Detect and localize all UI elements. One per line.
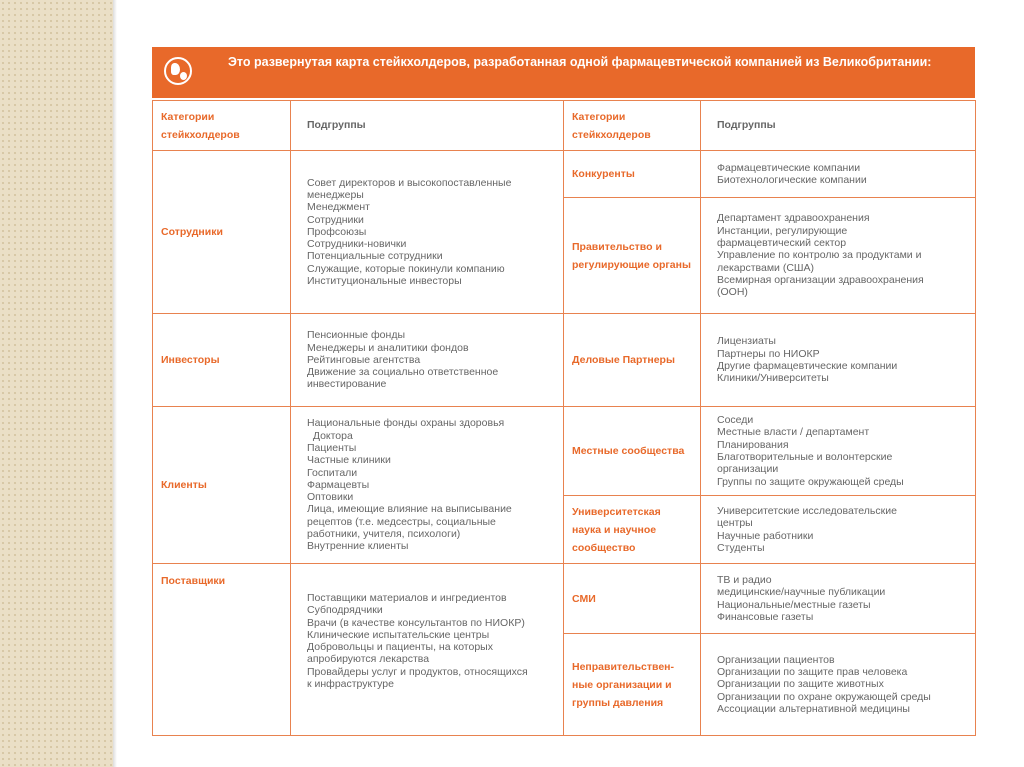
subgroup-item: Частные клиники (307, 454, 391, 467)
subgroup-item: Сотрудники (307, 213, 364, 226)
subgroup-item: медицинские/научные публикации (717, 586, 886, 599)
decorative-side-strip (0, 0, 113, 767)
subgroup-item: Соседи (717, 414, 754, 427)
category-cell (563, 406, 701, 496)
header-subgroups-label: Подгруппы (307, 119, 366, 132)
header-subgroups-left (290, 100, 564, 151)
category-label: Неправительствен-ные организации и группы давления (572, 660, 675, 709)
subgroups-cell (700, 313, 976, 407)
subgroup-list (717, 654, 931, 715)
subgroup-item: Управление по контролю за продуктами и (717, 249, 922, 262)
subgroup-item: Добровольцы и пациенты, на которых (307, 641, 493, 654)
slide-title: Это развернутая карта стейкхолдеров, разработанная одной фармацевтической компанией из Великобритании: (228, 55, 932, 69)
subgroup-item: Менеджеры и аналитики фондов (307, 341, 469, 354)
subgroup-item: Лица, имеющие влияние на выписывание (307, 503, 512, 516)
category-cell (152, 313, 291, 407)
subgroup-list (717, 162, 867, 187)
subgroup-item: Клинические испытательские центры (307, 628, 490, 641)
category-label: Местные сообщества (572, 445, 685, 457)
subgroup-item: Потенциальные сотрудники (307, 250, 443, 263)
globe-icon (164, 57, 192, 85)
subgroup-item: Профсоюзы (307, 225, 367, 238)
subgroup-item: Внутренние клиенты (307, 540, 409, 553)
subgroup-list (717, 335, 897, 384)
title-banner (152, 47, 975, 98)
subgroup-item: (ООН) (717, 286, 748, 299)
subgroup-item: Движение за социально ответственное (307, 366, 499, 379)
subgroups-cell (290, 150, 564, 314)
subgroup-item: Местные власти / департамент (717, 426, 870, 439)
category-cell (152, 150, 291, 314)
subgroup-item: Госпитали (307, 466, 358, 479)
subgroup-item: организации (717, 463, 779, 476)
subgroup-item: фармацевтический сектор (717, 237, 847, 250)
category-cell (563, 633, 701, 736)
subgroups-cell (700, 633, 976, 736)
category-label: Университетская наука и научное сообщество (572, 505, 661, 554)
subgroup-item: Партнеры по НИОКР (717, 347, 820, 360)
subgroups-cell (700, 150, 976, 198)
subgroup-item: работники, учителя, психологи) (307, 528, 461, 541)
subgroup-item: Благотворительные и волонтерские (717, 451, 893, 463)
subgroup-item: Менеджмент (307, 201, 370, 214)
subgroups-cell (290, 406, 564, 564)
subgroup-item: Совет директоров и высокопоставленные (307, 176, 512, 189)
subgroup-list (717, 212, 924, 298)
subgroup-item: инвестирование (307, 378, 387, 391)
subgroup-item: Всемирная организации здравоохранения (717, 273, 924, 286)
header-subgroups-label: Подгруппы (717, 119, 776, 132)
subgroup-item: Национальные фонды охраны здоровья (307, 417, 505, 430)
category-label: Деловые Партнеры (572, 354, 675, 366)
subgroup-item: Департамент здравоохранения (717, 212, 870, 225)
subgroup-list (307, 329, 498, 390)
subgroup-item: Врачи (в качестве консультантов по НИОКР) (307, 616, 525, 629)
subgroup-item: лекарствами (США) (717, 261, 815, 274)
subgroup-item: Рейтинговые агентства (307, 353, 421, 366)
header-category-label: Категории стейкхолдеров (572, 110, 651, 141)
subgroup-item: Университетские исследовательские (717, 504, 897, 517)
subgroup-item: Планирования (717, 438, 789, 451)
subgroup-item: Оптовики (307, 491, 354, 504)
category-label: СМИ (572, 592, 596, 605)
subgroup-item: Организации по охране окружающей среды (717, 690, 931, 703)
subgroup-item: Фармацевты (307, 478, 370, 491)
category-cell (563, 495, 701, 564)
subgroup-list (717, 414, 904, 488)
subgroup-item: Национальные/местные газеты (717, 598, 871, 611)
subgroup-item: Лицензиаты (717, 335, 776, 348)
subgroup-item: Биотехнологические компании (717, 174, 867, 186)
category-cell (152, 563, 291, 736)
category-cell (563, 313, 701, 407)
subgroups-cell (700, 197, 976, 314)
subgroup-item: Инстанции, регулирующие (717, 224, 848, 237)
subgroup-item: рецептов (т.е. медсестры, социальные (307, 515, 496, 528)
category-label: Поставщики (161, 575, 226, 587)
subgroup-item: Научные работники (717, 529, 814, 542)
subgroups-cell (700, 563, 976, 634)
category-label: Конкуренты (572, 168, 635, 180)
subgroup-list (307, 177, 511, 288)
subgroup-item: Организации по защите животных (717, 678, 884, 691)
subgroup-item: Пенсионные фонды (307, 329, 405, 342)
header-category-left (152, 100, 291, 151)
subgroup-item: ТВ и радио (717, 573, 772, 586)
subgroup-item: Организации пациентов (717, 653, 835, 666)
subgroup-list (307, 417, 512, 552)
subgroup-item: Клиники/Университеты (717, 372, 829, 385)
subgroup-item: Служащие, которые покинули компанию (307, 262, 505, 275)
subgroup-list (717, 505, 897, 554)
category-cell (563, 197, 701, 314)
subgroup-item: Институциональные инвесторы (307, 275, 462, 288)
subgroup-item: Пациенты (307, 441, 357, 454)
subgroup-item: Организации по защите прав человека (717, 666, 908, 679)
subgroups-cell (700, 406, 976, 496)
subgroup-item: Финансовые газеты (717, 610, 814, 623)
subgroup-item: Другие фармацевтические компании (717, 360, 898, 372)
subgroup-item: Доктора (307, 429, 353, 442)
subgroup-item: Ассоциации альтернативной медицины (717, 702, 910, 715)
subgroup-list (717, 574, 885, 623)
subgroup-item: Сотрудники-новички (307, 238, 407, 251)
subgroup-item: менеджеры (307, 188, 364, 201)
category-label: Сотрудники (161, 226, 223, 238)
subgroup-item: Провайдеры услуг и продуктов, относящихся (307, 665, 528, 678)
subgroup-item: Студенты (717, 541, 765, 554)
header-category-right (563, 100, 701, 151)
slide-edge (113, 0, 117, 767)
subgroup-item: Поставщики материалов и ингредиентов (307, 592, 507, 604)
category-label: Правительство и регулирующие органы (572, 240, 691, 271)
subgroup-item: Субподрядчики (307, 604, 383, 617)
header-category-label: Категории стейкхолдеров (161, 110, 240, 141)
subgroups-cell (290, 563, 564, 736)
subgroup-item: к инфраструктуре (307, 678, 394, 691)
subgroup-item: центры (717, 517, 753, 530)
category-label: Клиенты (161, 479, 207, 491)
category-label: Инвесторы (161, 354, 220, 366)
subgroup-item: апробируются лекарства (307, 653, 430, 666)
category-cell (152, 406, 291, 564)
header-subgroups-right (700, 100, 976, 151)
subgroups-cell (290, 313, 564, 407)
subgroup-item: Фармацевтические компании (717, 161, 861, 174)
category-cell (563, 563, 701, 634)
subgroup-item: Группы по защите окружающей среды (717, 475, 904, 488)
subgroups-cell (700, 495, 976, 564)
category-cell (563, 150, 701, 198)
subgroup-list (307, 592, 528, 690)
